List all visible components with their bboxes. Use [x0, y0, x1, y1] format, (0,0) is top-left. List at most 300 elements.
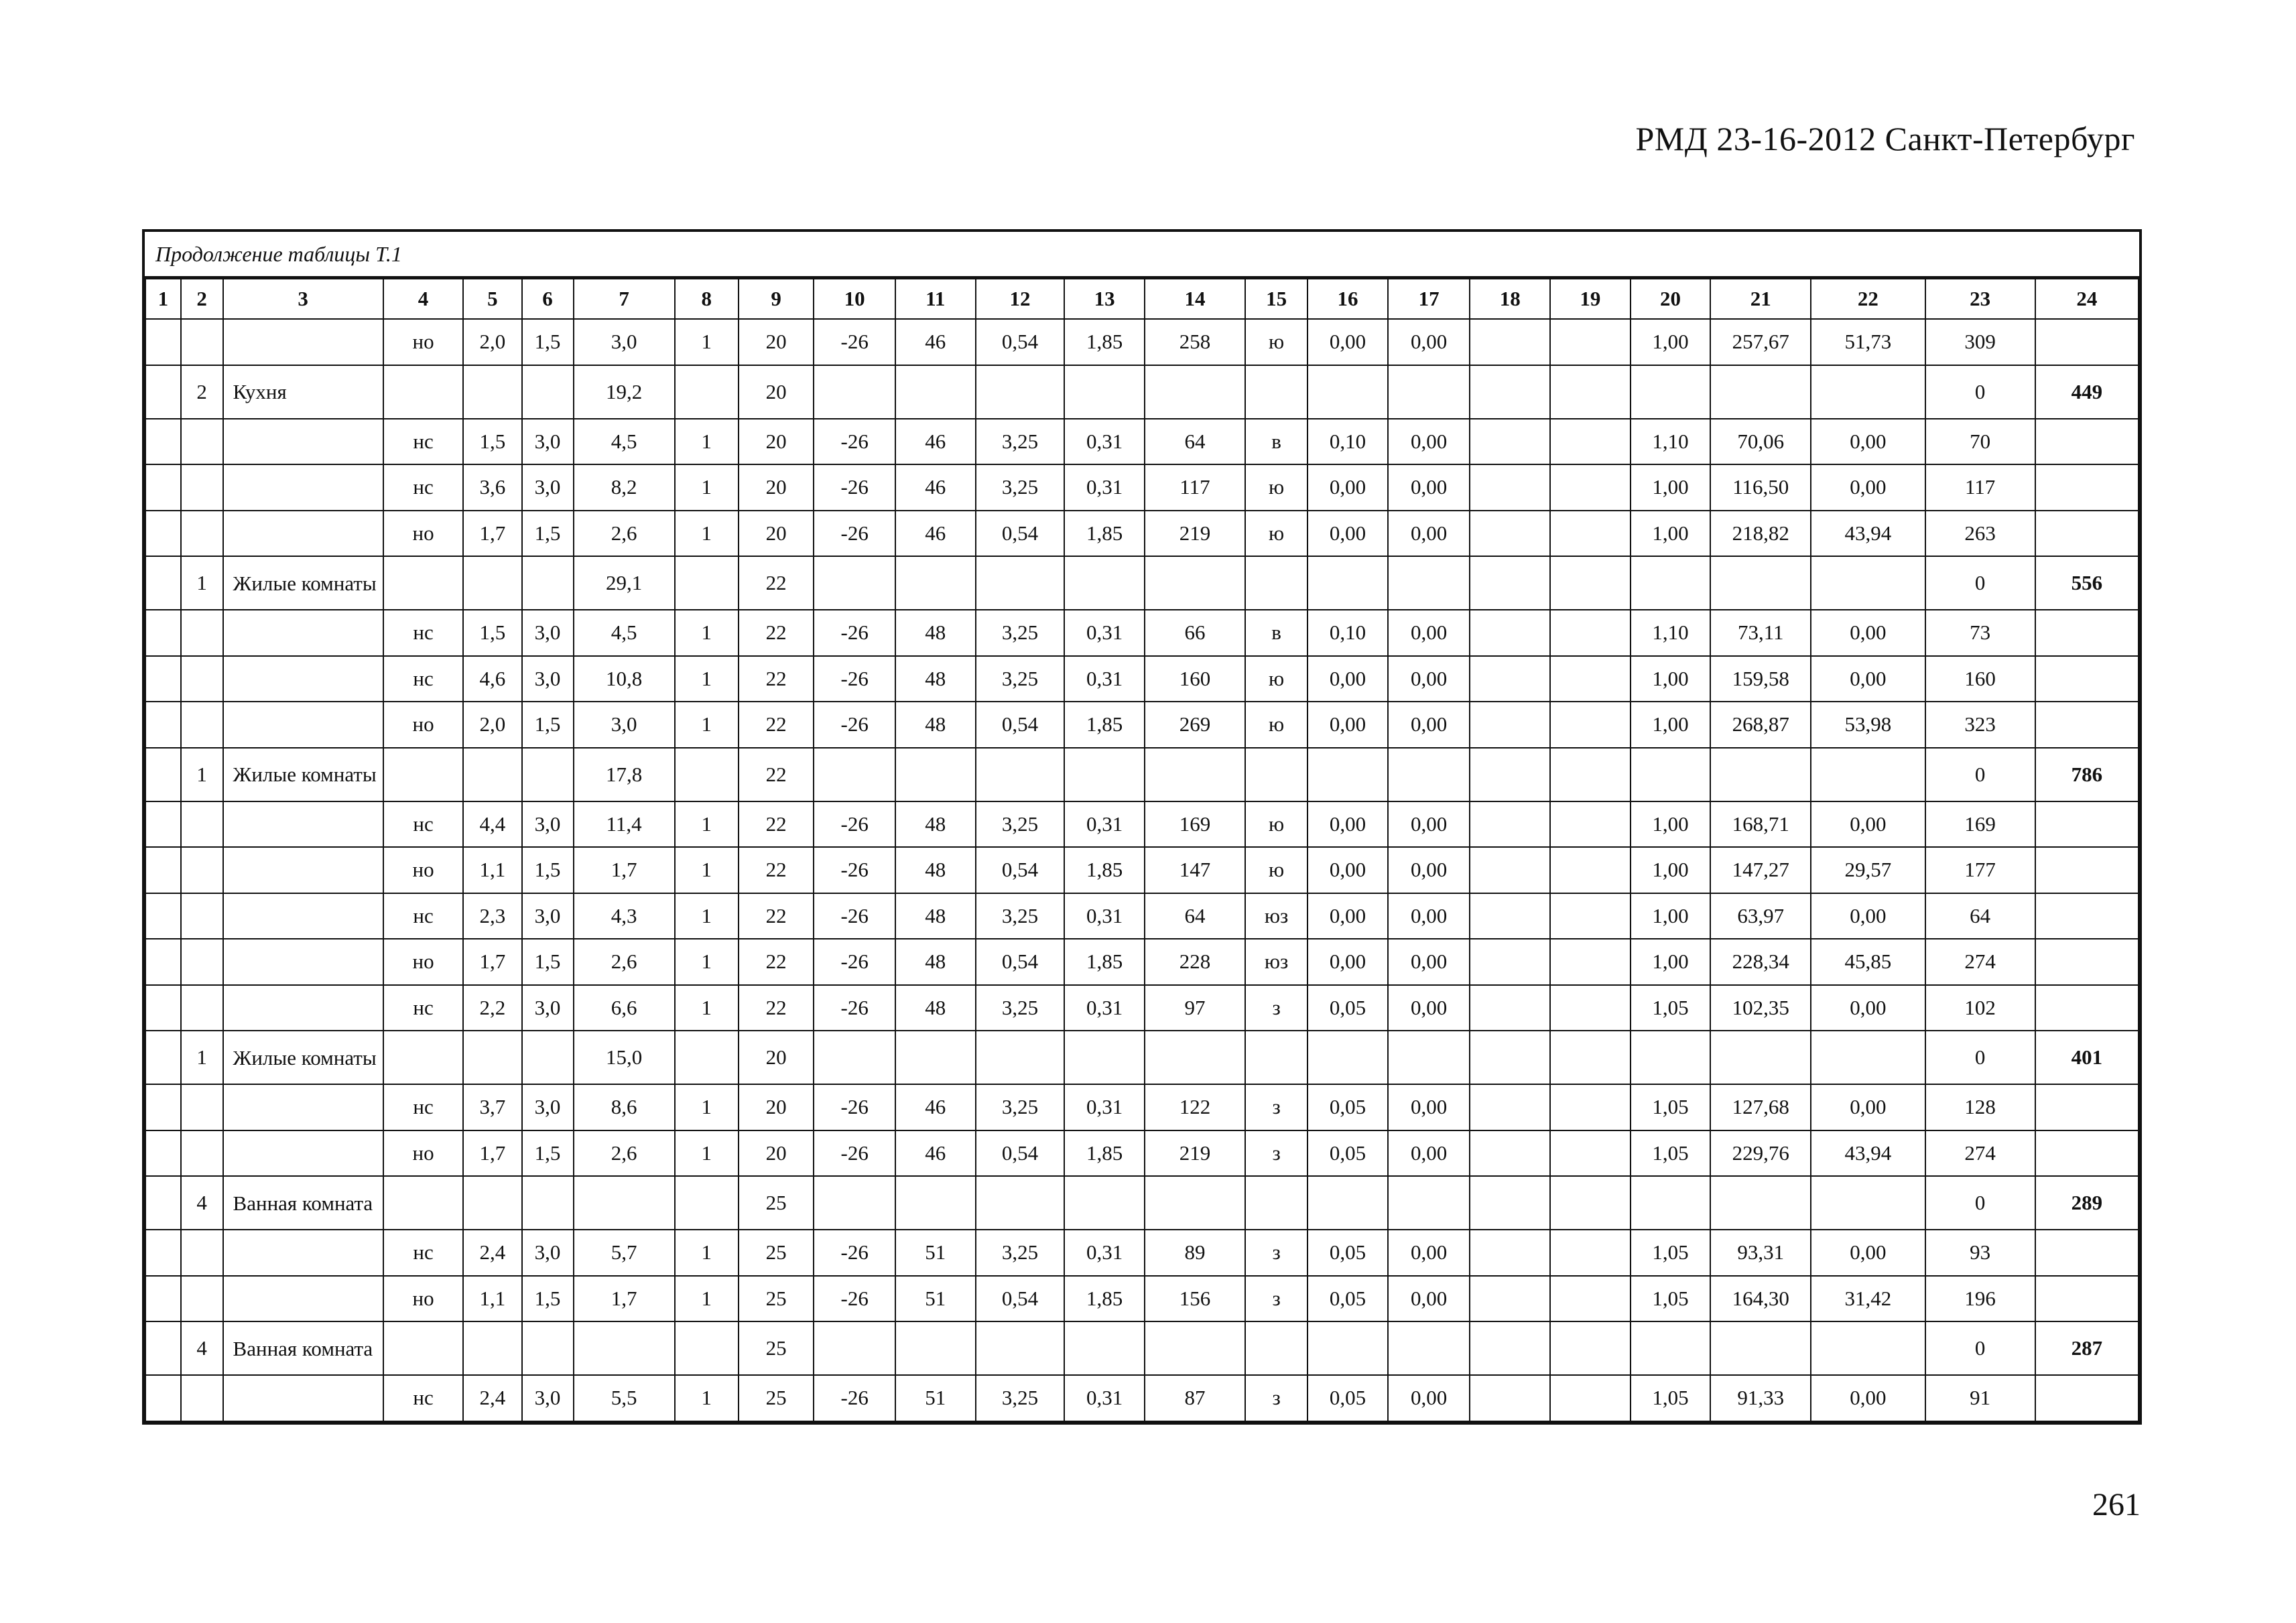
table-cell-col-2: [181, 985, 223, 1031]
table-cell-col-20: 1,00: [1631, 702, 1711, 748]
table-cell-col-18: [1470, 893, 1550, 939]
table-cell-col-1: [145, 610, 181, 656]
heat-loss-table: [145, 278, 2139, 1422]
table-cell-col-5: 4,6: [463, 656, 521, 702]
table-cell-col-7: 10,8: [574, 656, 675, 702]
table-cell-col-1: [145, 985, 181, 1031]
table-cell-col-11: 51: [895, 1276, 976, 1322]
column-header-14: 14: [1145, 279, 1245, 319]
table-cell-col-5: [463, 1031, 521, 1084]
table-cell-col-3: [223, 464, 383, 511]
table-cell-col-16: 0,00: [1308, 464, 1388, 511]
table-cell-col-8: 1: [675, 1230, 739, 1276]
table-cell-col-24: 556: [2035, 556, 2139, 610]
table-cell-col-6: 1,5: [522, 511, 574, 557]
table-cell-col-10: -26: [814, 702, 895, 748]
table-cell-col-12: [976, 556, 1065, 610]
table-cell-col-22: 31,42: [1811, 1276, 1925, 1322]
table-cell-col-6: 3,0: [522, 893, 574, 939]
table-cell-col-17: 0,00: [1388, 419, 1470, 465]
column-header-4: 4: [383, 279, 464, 319]
table-cell-col-5: 4,4: [463, 801, 521, 848]
table-cell-col-11: 46: [895, 1130, 976, 1177]
table-cell-col-19: [1550, 1130, 1631, 1177]
table-cell-col-23: 93: [1925, 1230, 2035, 1276]
table-cell-col-15: з: [1245, 1084, 1308, 1130]
table-cell-col-2: [181, 610, 223, 656]
table-cell-col-1: [145, 1375, 181, 1421]
table-cell-col-2: [181, 1230, 223, 1276]
table-row: [145, 610, 2139, 656]
column-header-7: 7: [574, 279, 675, 319]
table-cell-col-21: [1710, 1321, 1811, 1375]
table-cell-col-18: [1470, 985, 1550, 1031]
table-cell-col-2: [181, 702, 223, 748]
table-cell-col-24: 401: [2035, 1031, 2139, 1084]
table-cell-col-9: 22: [739, 893, 814, 939]
table-cell-col-12: 0,54: [976, 702, 1065, 748]
table-cell-col-2: [181, 801, 223, 848]
table-cell-col-9: 20: [739, 1130, 814, 1177]
table-cell-col-11: [895, 1321, 976, 1375]
table-cell-col-7: 4,5: [574, 610, 675, 656]
table-cell-col-2: [181, 1084, 223, 1130]
table-cell-col-11: 51: [895, 1230, 976, 1276]
table-cell-col-13: 1,85: [1064, 511, 1145, 557]
table-cell-col-24: [2035, 1084, 2139, 1130]
table-cell-col-17: 0,00: [1388, 464, 1470, 511]
table-cell-col-12: 3,25: [976, 464, 1065, 511]
table-cell-col-24: 449: [2035, 365, 2139, 419]
table-cell-col-13: 0,31: [1064, 801, 1145, 848]
table-cell-col-18: [1470, 801, 1550, 848]
table-cell-col-10: -26: [814, 319, 895, 365]
table-cell-col-21: 228,34: [1710, 939, 1811, 985]
table-cell-col-9: 22: [739, 985, 814, 1031]
table-cell-col-24: [2035, 464, 2139, 511]
column-header-24: 24: [2035, 279, 2139, 319]
table-cell-col-14: 87: [1145, 1375, 1245, 1421]
table-cell-col-15: [1245, 748, 1308, 801]
table-cell-col-21: 93,31: [1710, 1230, 1811, 1276]
table-cell-col-23: 274: [1925, 939, 2035, 985]
table-cell-col-15: в: [1245, 610, 1308, 656]
table-cell-col-16: 0,05: [1308, 1276, 1388, 1322]
column-header-16: 16: [1308, 279, 1388, 319]
table-cell-col-22: [1811, 365, 1925, 419]
table-cell-col-6: [522, 1176, 574, 1230]
table-cell-col-6: 1,5: [522, 702, 574, 748]
table-cell-col-16: 0,00: [1308, 893, 1388, 939]
table-cell-col-2: [181, 464, 223, 511]
table-cell-col-16: [1308, 1176, 1388, 1230]
table-cell-col-16: 0,10: [1308, 610, 1388, 656]
table-cell-col-5: 1,1: [463, 847, 521, 893]
table-cell-col-4: нс: [383, 1084, 464, 1130]
table-cell-col-24: 287: [2035, 1321, 2139, 1375]
table-cell-col-11: 48: [895, 985, 976, 1031]
table-cell-col-13: 0,31: [1064, 610, 1145, 656]
table-cell-col-24: [2035, 939, 2139, 985]
table-cell-col-12: 3,25: [976, 985, 1065, 1031]
table-cell-col-15: ю: [1245, 656, 1308, 702]
table-cell-col-20: 1,05: [1631, 1375, 1711, 1421]
table-cell-col-14: [1145, 365, 1245, 419]
table-cell-col-20: [1631, 1176, 1711, 1230]
table-cell-col-14: 64: [1145, 419, 1245, 465]
table-cell-col-3: Кухня: [223, 365, 383, 419]
table-cell-col-14: 156: [1145, 1276, 1245, 1322]
column-header-6: 6: [522, 279, 574, 319]
table-cell-col-21: 116,50: [1710, 464, 1811, 511]
table-cell-col-7: 17,8: [574, 748, 675, 801]
table-cell-col-17: 0,00: [1388, 1375, 1470, 1421]
table-cell-col-23: 70: [1925, 419, 2035, 465]
table-cell-col-19: [1550, 847, 1631, 893]
table-cell-col-10: -26: [814, 1276, 895, 1322]
table-cell-col-19: [1550, 610, 1631, 656]
table-cell-col-17: 0,00: [1388, 511, 1470, 557]
table-cell-col-20: 1,00: [1631, 656, 1711, 702]
table-cell-col-6: 3,0: [522, 419, 574, 465]
table-cell-col-16: [1308, 748, 1388, 801]
table-cell-col-22: [1811, 1321, 1925, 1375]
table-cell-col-4: нс: [383, 419, 464, 465]
table-cell-col-15: ю: [1245, 464, 1308, 511]
table-cell-col-23: 0: [1925, 1321, 2035, 1375]
table-cell-col-18: [1470, 319, 1550, 365]
table-cell-col-16: 0,05: [1308, 1375, 1388, 1421]
table-cell-col-13: [1064, 1176, 1145, 1230]
table-cell-col-9: 25: [739, 1375, 814, 1421]
table-cell-col-13: 0,31: [1064, 656, 1145, 702]
table-cell-col-10: -26: [814, 610, 895, 656]
table-cell-col-14: [1145, 1321, 1245, 1375]
table-cell-col-4: нс: [383, 1375, 464, 1421]
table-cell-col-1: [145, 1130, 181, 1177]
table-cell-col-22: 53,98: [1811, 702, 1925, 748]
table-cell-col-19: [1550, 1276, 1631, 1322]
table-cell-col-17: 0,00: [1388, 702, 1470, 748]
table-cell-col-8: 1: [675, 1130, 739, 1177]
table-cell-col-20: 1,05: [1631, 1276, 1711, 1322]
table-cell-col-14: 147: [1145, 847, 1245, 893]
table-cell-col-19: [1550, 656, 1631, 702]
table-cell-col-20: 1,05: [1631, 1084, 1711, 1130]
table-cell-col-5: [463, 1176, 521, 1230]
table-cell-col-16: 0,00: [1308, 319, 1388, 365]
table-cell-col-10: -26: [814, 1084, 895, 1130]
table-cell-col-17: 0,00: [1388, 319, 1470, 365]
table-cell-col-8: 1: [675, 511, 739, 557]
document-header: РМД 23-16-2012 Санкт-Петербург: [1635, 120, 2135, 157]
table-cell-col-9: 22: [739, 748, 814, 801]
table-cell-col-2: [181, 1375, 223, 1421]
table-cell-col-19: [1550, 985, 1631, 1031]
table-cell-col-12: [976, 748, 1065, 801]
table-cell-col-7: 15,0: [574, 1031, 675, 1084]
table-cell-col-5: 2,2: [463, 985, 521, 1031]
table-cell-col-13: [1064, 1031, 1145, 1084]
table-cell-col-18: [1470, 1031, 1550, 1084]
table-cell-col-12: 3,25: [976, 419, 1065, 465]
table-cell-col-1: [145, 511, 181, 557]
table-cell-col-14: 64: [1145, 893, 1245, 939]
table-row: [145, 656, 2139, 702]
table-cell-col-24: [2035, 847, 2139, 893]
table-cell-col-11: [895, 748, 976, 801]
table-cell-col-2: [181, 893, 223, 939]
table-cell-col-11: 48: [895, 656, 976, 702]
table-cell-col-6: [522, 1321, 574, 1375]
table-cell-col-15: ю: [1245, 847, 1308, 893]
table-cell-col-24: [2035, 656, 2139, 702]
table-cell-col-3: [223, 893, 383, 939]
table-cell-col-6: 3,0: [522, 1084, 574, 1130]
table-cell-col-22: 0,00: [1811, 656, 1925, 702]
table-cell-col-2: [181, 656, 223, 702]
table-cell-col-21: 218,82: [1710, 511, 1811, 557]
column-header-2: 2: [181, 279, 223, 319]
table-cell-col-4: но: [383, 1130, 464, 1177]
column-header-15: 15: [1245, 279, 1308, 319]
column-header-23: 23: [1925, 279, 2035, 319]
table-cell-col-22: 51,73: [1811, 319, 1925, 365]
table-cell-col-24: 289: [2035, 1176, 2139, 1230]
table-cell-col-13: 0,31: [1064, 1375, 1145, 1421]
table-cell-col-20: 1,00: [1631, 847, 1711, 893]
table-cell-col-16: [1308, 365, 1388, 419]
table-cell-col-7: 3,0: [574, 319, 675, 365]
table-cell-col-10: -26: [814, 419, 895, 465]
table-cell-col-11: 48: [895, 702, 976, 748]
table-cell-col-2: 1: [181, 1031, 223, 1084]
table-cell-col-14: 117: [1145, 464, 1245, 511]
table-cell-col-15: з: [1245, 985, 1308, 1031]
table-cell-col-20: 1,05: [1631, 985, 1711, 1031]
table-cell-col-18: [1470, 365, 1550, 419]
table-cell-col-7: 1,7: [574, 1276, 675, 1322]
table-cell-col-6: 3,0: [522, 656, 574, 702]
table-cell-col-19: [1550, 556, 1631, 610]
table-cell-col-1: [145, 464, 181, 511]
table-cell-col-20: 1,00: [1631, 893, 1711, 939]
table-cell-col-15: юз: [1245, 939, 1308, 985]
table-cell-col-8: 1: [675, 893, 739, 939]
table-cell-col-14: [1145, 1031, 1245, 1084]
table-cell-col-18: [1470, 1130, 1550, 1177]
table-cell-col-3: [223, 319, 383, 365]
table-cell-col-6: 1,5: [522, 319, 574, 365]
table-cell-col-7: 8,2: [574, 464, 675, 511]
table-cell-col-22: 45,85: [1811, 939, 1925, 985]
table-cell-col-15: юз: [1245, 893, 1308, 939]
table-cell-col-19: [1550, 1084, 1631, 1130]
table-cell-col-22: 43,94: [1811, 1130, 1925, 1177]
table-cell-col-21: 257,67: [1710, 319, 1811, 365]
table-cell-col-18: [1470, 847, 1550, 893]
table-cell-col-16: 0,00: [1308, 801, 1388, 848]
column-header-19: 19: [1550, 279, 1631, 319]
table-cell-col-12: 3,25: [976, 1375, 1065, 1421]
table-cell-col-17: 0,00: [1388, 610, 1470, 656]
table-cell-col-20: 1,00: [1631, 801, 1711, 848]
table-cell-col-11: 51: [895, 1375, 976, 1421]
table-cell-col-6: 1,5: [522, 1276, 574, 1322]
table-cell-col-17: 0,00: [1388, 1130, 1470, 1177]
table-cell-col-18: [1470, 702, 1550, 748]
table-cell-col-12: [976, 1321, 1065, 1375]
table-cell-col-3: [223, 419, 383, 465]
table-cell-col-24: [2035, 610, 2139, 656]
table-cell-col-22: [1811, 556, 1925, 610]
table-cell-col-3: [223, 702, 383, 748]
table-cell-col-7: 1,7: [574, 847, 675, 893]
table-cell-col-4: нс: [383, 610, 464, 656]
table-cell-col-3: [223, 1084, 383, 1130]
table-cell-col-20: [1631, 748, 1711, 801]
table-cell-col-6: 3,0: [522, 985, 574, 1031]
table-body: [145, 319, 2139, 1421]
table-cell-col-19: [1550, 1375, 1631, 1421]
table-cell-col-1: [145, 939, 181, 985]
table-cell-col-20: 1,00: [1631, 464, 1711, 511]
table-cell-col-3: Ванная комната: [223, 1321, 383, 1375]
table-cell-col-23: 102: [1925, 985, 2035, 1031]
table-cell-col-12: [976, 1031, 1065, 1084]
table-cell-col-1: [145, 319, 181, 365]
table-cell-col-8: 1: [675, 1375, 739, 1421]
table-cell-col-3: Жилые комнаты: [223, 748, 383, 801]
table-cell-col-4: нс: [383, 893, 464, 939]
table-cell-col-8: [675, 365, 739, 419]
table-cell-col-18: [1470, 556, 1550, 610]
table-cell-col-1: [145, 365, 181, 419]
table-cell-col-24: [2035, 801, 2139, 848]
table-cell-col-10: -26: [814, 656, 895, 702]
table-cell-col-2: 1: [181, 748, 223, 801]
table-cell-col-15: з: [1245, 1130, 1308, 1177]
table-cell-col-20: 1,00: [1631, 511, 1711, 557]
table-cell-col-17: 0,00: [1388, 985, 1470, 1031]
table-cell-col-15: ю: [1245, 319, 1308, 365]
table-cell-col-16: 0,10: [1308, 419, 1388, 465]
table-cell-col-2: [181, 1276, 223, 1322]
table-cell-col-24: [2035, 419, 2139, 465]
table-cell-col-17: 0,00: [1388, 1230, 1470, 1276]
column-header-13: 13: [1064, 279, 1145, 319]
table-row: [145, 702, 2139, 748]
table-cell-col-1: [145, 1176, 181, 1230]
table-cell-col-4: нс: [383, 464, 464, 511]
table-cell-col-21: 91,33: [1710, 1375, 1811, 1421]
table-row: [145, 939, 2139, 985]
table-cell-col-16: 0,05: [1308, 1230, 1388, 1276]
table-cell-col-2: 1: [181, 556, 223, 610]
table-cell-col-10: -26: [814, 464, 895, 511]
table-cell-col-23: 73: [1925, 610, 2035, 656]
table-cell-col-17: 0,00: [1388, 656, 1470, 702]
table-cell-col-13: 1,85: [1064, 319, 1145, 365]
table-cell-col-2: 4: [181, 1321, 223, 1375]
table-cell-col-3: Жилые комнаты: [223, 556, 383, 610]
table-cell-col-10: -26: [814, 511, 895, 557]
table-cell-col-13: 0,31: [1064, 1084, 1145, 1130]
table-cell-col-13: 0,31: [1064, 464, 1145, 511]
table-cell-col-12: 3,25: [976, 610, 1065, 656]
table-cell-col-20: 1,10: [1631, 419, 1711, 465]
table-cell-col-11: 46: [895, 1084, 976, 1130]
table-cell-col-7: 2,6: [574, 1130, 675, 1177]
table-cell-col-24: [2035, 1375, 2139, 1421]
table-cell-col-15: ю: [1245, 702, 1308, 748]
table-cell-col-18: [1470, 1084, 1550, 1130]
table-row: [145, 419, 2139, 465]
table-cell-col-16: 0,05: [1308, 985, 1388, 1031]
table-cell-col-7: 3,0: [574, 702, 675, 748]
table-cell-col-15: ю: [1245, 511, 1308, 557]
table-cell-col-9: 22: [739, 939, 814, 985]
table-cell-col-9: 20: [739, 1084, 814, 1130]
table-cell-col-21: 102,35: [1710, 985, 1811, 1031]
table-cell-col-16: 0,00: [1308, 939, 1388, 985]
table-cell-col-15: [1245, 1176, 1308, 1230]
table-cell-col-4: но: [383, 847, 464, 893]
table-cell-col-19: [1550, 893, 1631, 939]
table-row: [145, 893, 2139, 939]
table-cell-col-21: 63,97: [1710, 893, 1811, 939]
table-cell-col-9: 25: [739, 1230, 814, 1276]
table-cell-col-16: 0,00: [1308, 702, 1388, 748]
table-cell-col-11: [895, 1031, 976, 1084]
column-header-12: 12: [976, 279, 1065, 319]
column-header-18: 18: [1470, 279, 1550, 319]
table-cell-col-4: нс: [383, 801, 464, 848]
table-cell-col-20: 1,05: [1631, 1230, 1711, 1276]
table-cell-col-21: 70,06: [1710, 419, 1811, 465]
table-cell-col-21: 229,76: [1710, 1130, 1811, 1177]
table-cell-col-9: 20: [739, 365, 814, 419]
table-cell-col-14: 89: [1145, 1230, 1245, 1276]
table-cell-col-18: [1470, 464, 1550, 511]
table-cell-col-12: [976, 365, 1065, 419]
table-cell-col-12: 3,25: [976, 656, 1065, 702]
table-cell-col-10: [814, 365, 895, 419]
column-header-21: 21: [1710, 279, 1811, 319]
table-cell-col-23: 64: [1925, 893, 2035, 939]
table-cell-col-10: [814, 556, 895, 610]
table-cell-col-9: 22: [739, 610, 814, 656]
table-cell-col-14: 219: [1145, 511, 1245, 557]
table-cell-col-17: [1388, 556, 1470, 610]
table-cell-col-12: 0,54: [976, 319, 1065, 365]
table-cell-col-14: 258: [1145, 319, 1245, 365]
table-cell-col-4: но: [383, 511, 464, 557]
table-cell-col-21: 147,27: [1710, 847, 1811, 893]
table-cell-col-8: [675, 1321, 739, 1375]
table-cell-col-1: [145, 419, 181, 465]
table-cell-col-4: [383, 1031, 464, 1084]
table-cell-col-22: 0,00: [1811, 985, 1925, 1031]
table-cell-col-18: [1470, 1176, 1550, 1230]
column-header-11: 11: [895, 279, 976, 319]
table-cell-col-1: [145, 1230, 181, 1276]
table-cell-col-3: [223, 847, 383, 893]
table-cell-col-12: 3,25: [976, 1230, 1065, 1276]
table-cell-col-5: 1,5: [463, 610, 521, 656]
table-cell-col-9: 20: [739, 511, 814, 557]
room-group-row: [145, 365, 2139, 419]
